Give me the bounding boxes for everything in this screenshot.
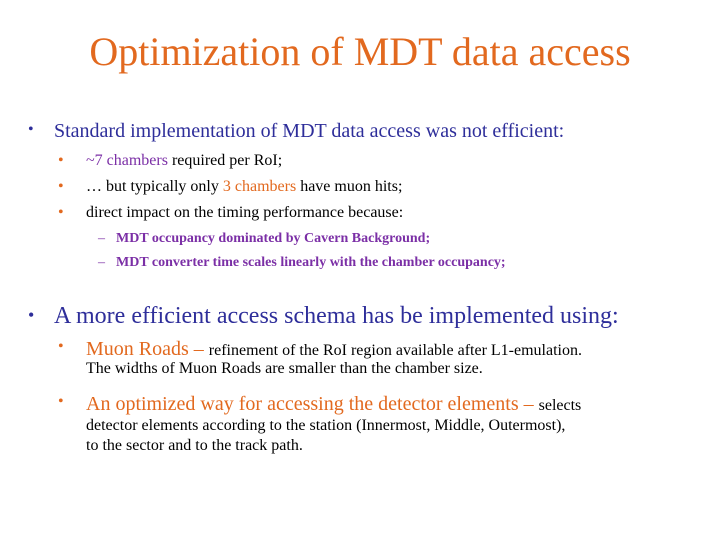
muon-roads-line2: The widths of Muon Roads are smaller than the chamber size. — [86, 360, 483, 377]
bullet-marker: • — [58, 204, 64, 221]
highlight-chambers: ~7 chambers — [86, 152, 168, 169]
sub-bullet-text: ~7 chambers required per RoI; — [86, 152, 283, 169]
bullet-marker: • — [58, 338, 64, 355]
optimized-access-text: selects — [538, 397, 582, 414]
muon-roads-text: refinement of the RoI region available after L1-emulation. — [208, 342, 582, 359]
slide-title: Optimization of MDT data access — [89, 29, 631, 74]
optimized-access-line3: to the sector and to the track path. — [86, 437, 303, 454]
optimized-access-lead: An optimized way for accessing the detector elements – — [86, 393, 539, 415]
sub-bullet-text: direct impact on the timing performance because: — [86, 204, 404, 221]
main-bullet-2-text: A more efficient access schema has be implemented using: — [54, 303, 619, 329]
bullet-marker: • — [28, 121, 34, 138]
dash-item-text: MDT occupancy dominated by Cavern Background; — [116, 231, 431, 246]
dash-marker: – — [98, 231, 105, 246]
sub-bullet-text: … but typically only 3 chambers have muon hits; — [86, 178, 403, 195]
muon-roads-lead: Muon Roads – — [86, 338, 209, 360]
bullet-marker: • — [58, 393, 64, 410]
dash-marker: – — [98, 255, 105, 270]
bullet-marker: • — [58, 178, 64, 195]
highlight-chambers: 3 chambers — [222, 178, 297, 195]
bullet-marker: • — [28, 305, 35, 325]
bullet-marker: • — [58, 152, 64, 169]
dash-item-text: MDT converter time scales linearly with the chamber occupancy; — [116, 255, 506, 270]
main-bullet-1-text: Standard implementation of MDT data access was not efficient: — [54, 120, 565, 142]
optimized-access-line2: detector elements according to the station (Innermost, Middle, Outermost), — [86, 417, 566, 434]
